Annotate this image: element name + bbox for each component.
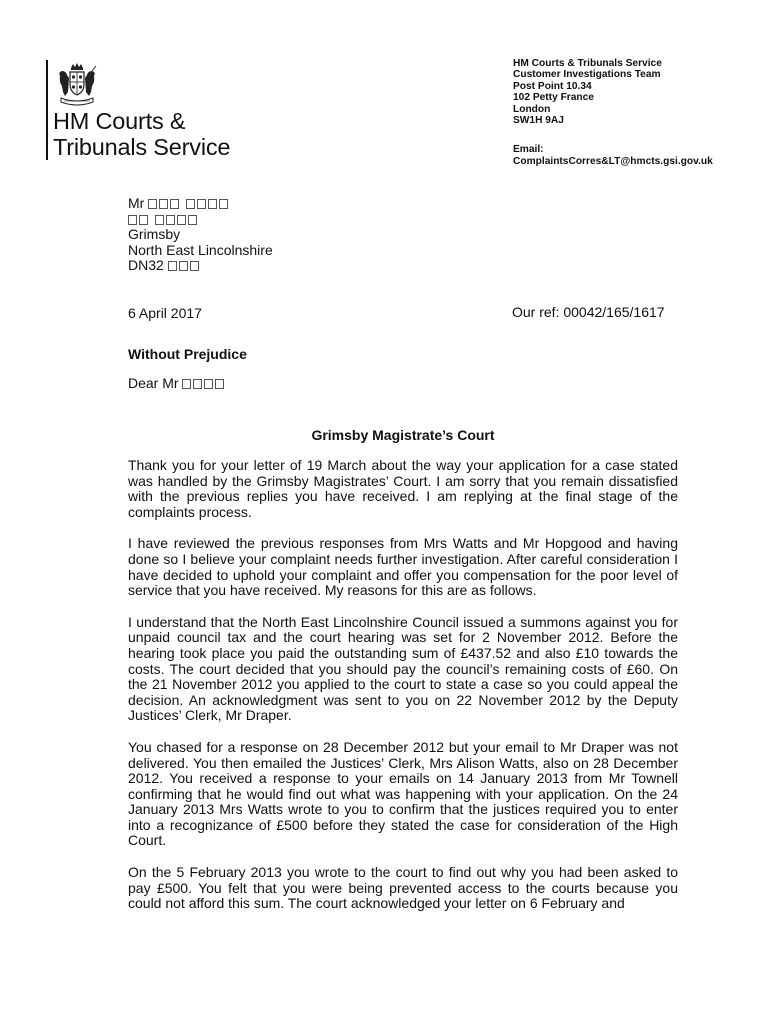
logo-line-1: HM Courts & [53,108,186,134]
sender-email-label: Email: [513,144,544,156]
sender-city: London [513,103,551,115]
redacted-street-line [128,212,273,228]
recipient-county: North East Lincolnshire [128,241,273,258]
recipient-address [128,196,273,274]
letter-body [128,458,678,928]
our-reference: Our ref: 00042/165/1617 [512,304,665,320]
recipient-postcode-prefix: DN32 [128,257,164,273]
recipient-postcode-line [128,258,273,274]
without-prejudice-heading: Without Prejudice [128,346,247,362]
redacted-postcode [168,257,201,273]
recipient-title: Mr [128,195,145,211]
salutation-text: Dear Mr [128,375,179,391]
royal-crest-icon [54,62,100,108]
logo-line-2: Tribunals Service [53,134,231,160]
body-paragraph: On the 5 February 2013 you wrote to the court to find out why you had been asked to pay £500. You felt that you were being prevented access to the courts because you could not afford this sum. The court acknowledged your letter on 6 February and [128,864,678,912]
logo-wordmark [53,108,230,160]
recipient-name-line [128,196,273,212]
sender-email[interactable]: ComplaintsCorres&LT@hmcts.gsi.gov.uk [513,155,713,167]
redacted-surname [182,375,226,391]
recipient-town: Grimsby [128,226,181,242]
body-paragraph: You chased for a response on 28 December 2012 but your email to Mr Draper was not delivered. You then emailed the Justices’ Clerk, Mrs Alison Watts, also on 28 December 2012. You received a response to your emails on 14 January 2013 from Mr Townell confirming that he would find out what was happening with your application. On the 24 January 2013 Mrs Watts wrote to you to confirm that the justices required you to enter into a recognizance of £500 before they stated the case for consideration of the High Court. [128,738,678,849]
sender-post-point: Post Point 10.34 [513,80,592,92]
sender-address [513,58,713,167]
sender-team: Customer Investigations Team [513,69,661,81]
sender-street: 102 Petty France [513,92,594,104]
letter-subject: Grimsby Magistrate’s Court [311,427,495,443]
salutation [128,375,226,391]
body-paragraph: I have reviewed the previous responses from Mrs Watts and Mr Hopgood and having done so I believe your complaint needs further investigation. After careful consideration I have decided to uphold your complaint and offer you compensation for the poor level of service that you have received. My reasons for this are as follows. [128,535,678,599]
redacted-name [148,195,230,211]
letter-date: 6 April 2017 [128,305,202,321]
logo-divider [46,60,48,160]
body-paragraph: I understand that the North East Lincolnshire Council issued a summons against you for unpaid council tax and the court hearing was set for 2 November 2012. Before the hearing took place you paid the outstanding sum of £437.52 and also £10 towards the costs. The court decided that you should pay the council’s remaining costs of £60. On the 21 November 2012 you applied to the court to state a case so you could appeal the decision. An acknowledgment was sent to you on 22 November 2012 by the Deputy Justices’ Clerk, Mr Draper. [128,613,678,724]
sender-postcode: SW1H 9AJ [513,115,564,127]
sender-org: HM Courts & Tribunals Service [513,58,662,69]
body-paragraph: Thank you for your letter of 19 March about the way your application for a case stated was handled by the Grimsby Magistrates’ Court. I am sorry that you remain dissatisfied with the previous replies you have received. I am replying at the final stage of the complaints process. [128,457,678,520]
